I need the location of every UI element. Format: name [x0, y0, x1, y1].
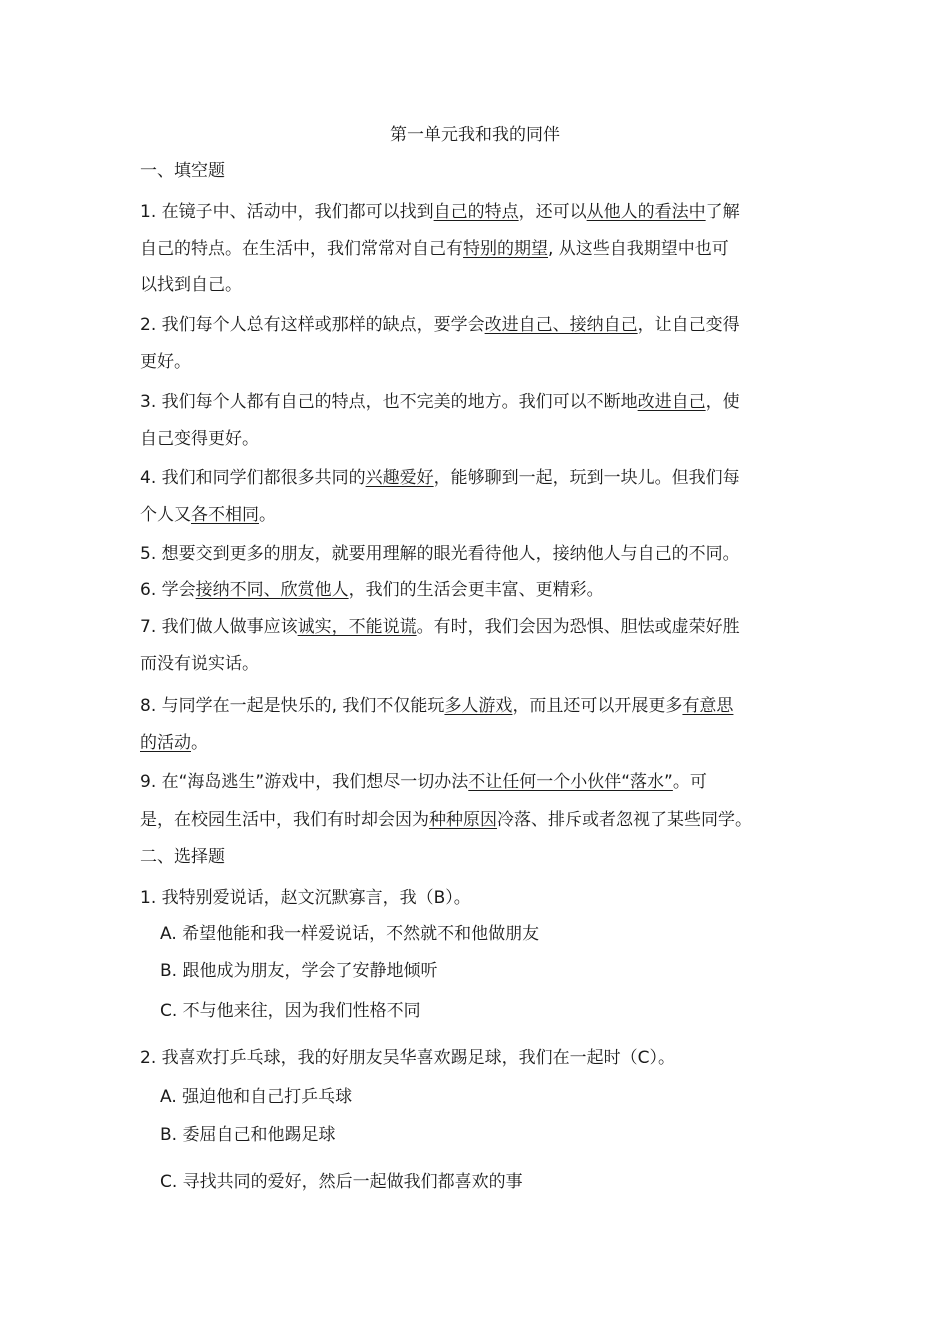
text: ，还可以	[518, 202, 587, 222]
choice-2-option-b: B. 委屈自己和他踢足球	[160, 1125, 336, 1145]
text: , 从这些自我期望中也可	[548, 239, 729, 259]
answer-blank: 从他人的看法中	[586, 202, 706, 222]
answer-blank: 多人游戏	[444, 696, 513, 716]
section-heading-fill-in: 一、填空题	[140, 161, 225, 181]
section-heading-multiple-choice: 二、选择题	[140, 847, 225, 867]
choice-question-1-stem: 1. 我特别爱说话，赵文沉默寡言，我（B）。	[140, 888, 471, 908]
answer-blank: 特别的期望	[463, 239, 548, 259]
question-2-line-2: 更好。	[140, 352, 191, 372]
question-9-line-2	[140, 808, 830, 832]
text: 4. 我们和同学们都很多共同的	[140, 468, 366, 488]
question-7-line-1	[140, 615, 830, 639]
text: 个人又	[140, 505, 191, 525]
text: ，而且还可以开展更多	[512, 696, 683, 716]
question-3-line-2: 自己变得更好。	[140, 429, 259, 449]
question-8-line-1	[140, 694, 830, 718]
answer-blank: 自己的特点	[433, 202, 519, 222]
text: 9. 在“海岛逃生”游戏中，我们想尽一切办法	[140, 772, 469, 792]
answer-blank: 有意思	[682, 696, 734, 716]
question-4-line-1	[140, 466, 830, 490]
choice-2-option-a: A. 强迫他和自己打乒乓球	[160, 1087, 353, 1107]
text: 7. 我们做人做事应该	[140, 617, 298, 637]
text: ，使	[705, 392, 740, 412]
text: ，我们的生活会更丰富、更精彩。	[348, 580, 604, 600]
question-8-line-2	[140, 731, 830, 755]
answer-blank: 改进自己、接纳自己	[484, 315, 638, 335]
text: 1. 在镜子中、活动中，我们都可以找到	[140, 202, 434, 222]
answer-blank: 的活动	[140, 733, 191, 753]
text: 2. 我们每个人总有这样或那样的缺点，要学会	[140, 315, 485, 335]
question-4-line-2	[140, 503, 830, 527]
choice-1-option-c: C. 不与他来往，因为我们性格不同	[160, 1001, 421, 1021]
question-1-line-2	[140, 237, 830, 261]
choice-question-2-stem: 2. 我喜欢打乒乓球，我的好朋友吴华喜欢踢足球，我们在一起时（C）。	[140, 1048, 675, 1068]
text: 是，在校园生活中，我们有时却会因为	[140, 810, 429, 830]
text: 3. 我们每个人都有自己的特点，也不完美的地方。我们可以不断地	[140, 392, 638, 412]
text: 冷落、排斥或者忽视了某些同学。	[497, 810, 752, 830]
text: 。	[259, 505, 276, 525]
question-2-line-1	[140, 313, 830, 337]
text: 6. 学会	[140, 580, 196, 600]
answer-blank: 诚实，不能说谎	[297, 617, 417, 637]
question-3-line-1	[140, 390, 830, 414]
text: 8. 与同学在一起是快乐的, 我们不仅能玩	[140, 696, 445, 716]
answer-blank: 兴趣爱好	[365, 468, 434, 488]
answer-blank: 种种原因	[429, 810, 497, 830]
answer-blank: 各不相同	[191, 505, 259, 525]
text: 了解	[705, 202, 740, 222]
text: 。	[191, 733, 208, 753]
choice-1-option-b: B. 跟他成为朋友，学会了安静地倾听	[160, 961, 438, 981]
question-7-line-2: 而没有说实话。	[140, 654, 259, 674]
question-1-line-3: 以找到自己。	[140, 275, 242, 295]
answer-blank: 改进自己	[637, 392, 706, 412]
text: 。可	[672, 772, 707, 792]
choice-2-option-c: C. 寻找共同的爱好，然后一起做我们都喜欢的事	[160, 1172, 523, 1192]
question-1-line-1	[140, 200, 830, 224]
question-6	[140, 578, 830, 602]
text: ，能够聊到一起，玩到一块儿。但我们每	[433, 468, 740, 488]
text: 自己的特点。在生活中，我们常常对自己有	[140, 239, 463, 259]
text: 。有时，我们会因为恐惧、胆怯或虚荣好胜	[416, 617, 740, 637]
text: ，让自己变得	[637, 315, 740, 335]
answer-blank: 不让任何一个小伙伴“落水”	[468, 772, 673, 792]
page-title: 第一单元我和我的同伴	[390, 125, 560, 145]
question-9-line-1	[140, 770, 830, 794]
answer-blank: 接纳不同、欣赏他人	[195, 580, 349, 600]
choice-1-option-a: A. 希望他能和我一样爱说话，不然就不和他做朋友	[160, 924, 540, 944]
question-5: 5. 想要交到更多的朋友，就要用理解的眼光看待他人，接纳他人与自己的不同。	[140, 544, 740, 564]
